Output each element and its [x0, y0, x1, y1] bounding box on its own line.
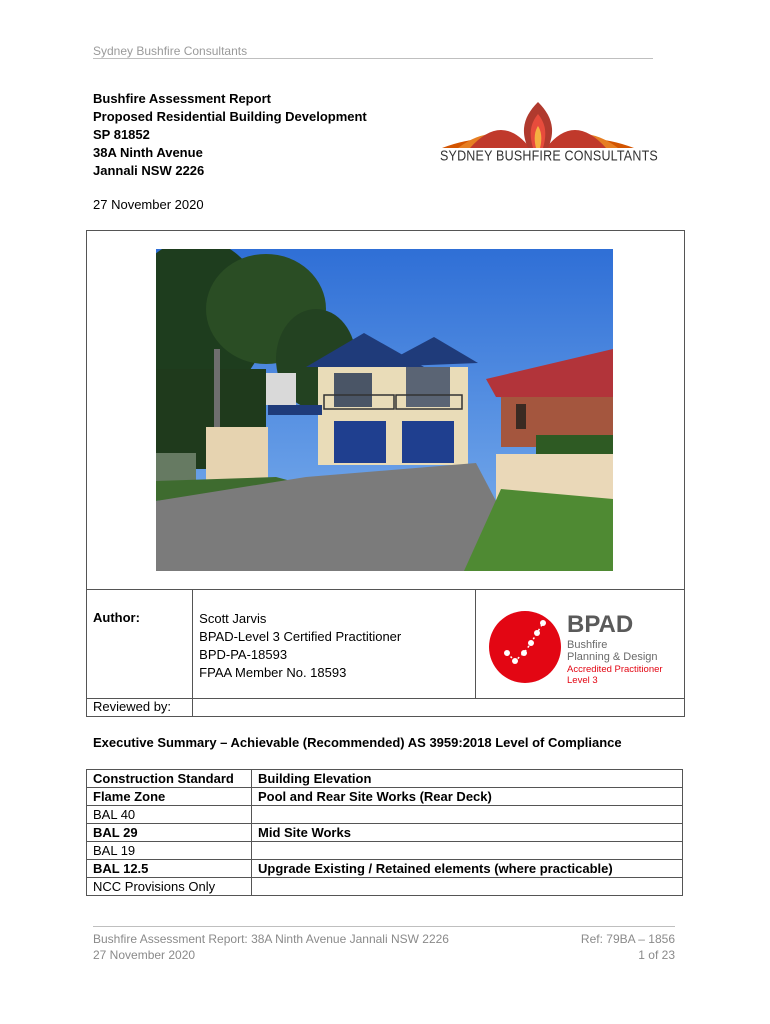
report-date: 27 November 2020	[93, 197, 204, 212]
author-accreditation-number: BPD-PA-18593	[199, 647, 288, 662]
title-line: Jannali NSW 2226	[93, 163, 205, 178]
author-certification: BPAD-Level 3 Certified Practitioner	[199, 629, 402, 644]
reviewed-label-cell	[87, 699, 193, 717]
author-details-cell	[193, 590, 475, 699]
bpad-line2: Planning & Design	[567, 651, 658, 663]
footer-rule	[93, 926, 675, 927]
house-photo	[156, 249, 613, 571]
bal-table-row	[87, 842, 683, 860]
executive-summary-heading: Executive Summary – Achievable (Recommended) AS 3959:2018 Level of Compliance	[93, 735, 622, 750]
company-logo	[440, 100, 658, 170]
bal-level-cell: BAL 29	[87, 824, 252, 842]
footer-left	[93, 931, 449, 963]
bal-area-cell	[252, 806, 683, 824]
title-line: 38A Ninth Avenue	[93, 145, 203, 160]
bpad-line1: Bushfire	[567, 639, 608, 651]
bal-area-cell	[252, 842, 683, 860]
author-label-cell	[87, 590, 193, 699]
bal-level-cell: Flame Zone	[87, 788, 252, 806]
title-line: Bushfire Assessment Report	[93, 91, 271, 106]
bpad-logo	[487, 607, 677, 687]
footer-reference: Ref: 79BA – 1856	[580, 932, 675, 946]
title-line: Proposed Residential Building Development	[93, 109, 367, 124]
logo-text: SYDNEY BUSHFIRE CONSULTANTS	[440, 147, 658, 165]
bal-table-row	[87, 788, 683, 806]
bpad-name: BPAD	[567, 611, 634, 638]
bal-level-cell: BAL 12.5	[87, 860, 252, 878]
bal-summary-table	[86, 769, 683, 896]
bal-table-row	[87, 878, 683, 896]
bal-area-cell: Pool and Rear Site Works (Rear Deck)	[252, 788, 683, 806]
header-company: Sydney Bushfire Consultants	[93, 44, 248, 58]
bal-level-cell: NCC Provisions Only	[87, 878, 252, 896]
title-line: SP 81852	[93, 127, 150, 142]
bal-level-cell: BAL 19	[87, 842, 252, 860]
bal-level-cell: BAL 40	[87, 806, 252, 824]
bpad-badge-icon	[487, 609, 563, 685]
bal-area-cell: Building Elevation	[252, 770, 683, 788]
bal-area-cell: Upgrade Existing / Retained elements (where practicable)	[252, 860, 683, 878]
bal-area-cell	[252, 878, 683, 896]
bal-area-cell: Mid Site Works	[252, 824, 683, 842]
header-rule	[93, 58, 653, 59]
bal-level-cell: Construction Standard	[87, 770, 252, 788]
footer-page-number: 1 of 23	[638, 948, 675, 962]
report-title-block	[93, 90, 367, 180]
author-membership: FPAA Member No. 18593	[199, 665, 347, 680]
bpad-line3: Accredited Practitioner	[567, 664, 663, 675]
footer-right	[520, 931, 675, 963]
bal-table-row	[87, 860, 683, 878]
flame-logo-icon	[440, 100, 636, 150]
bal-table-row	[87, 806, 683, 824]
bpad-line4: Level 3	[567, 675, 598, 686]
bal-table-row	[87, 770, 683, 788]
reviewed-value-cell	[193, 699, 685, 717]
footer-date: 27 November 2020	[93, 948, 196, 962]
author-label: Author:	[93, 610, 140, 625]
author-name: Scott Jarvis	[199, 611, 267, 626]
reviewed-label: Reviewed by:	[93, 699, 172, 714]
bal-table-row	[87, 824, 683, 842]
footer-report-title: Bushfire Assessment Report: 38A Ninth Avenue Jannali NSW 2226	[93, 932, 449, 946]
